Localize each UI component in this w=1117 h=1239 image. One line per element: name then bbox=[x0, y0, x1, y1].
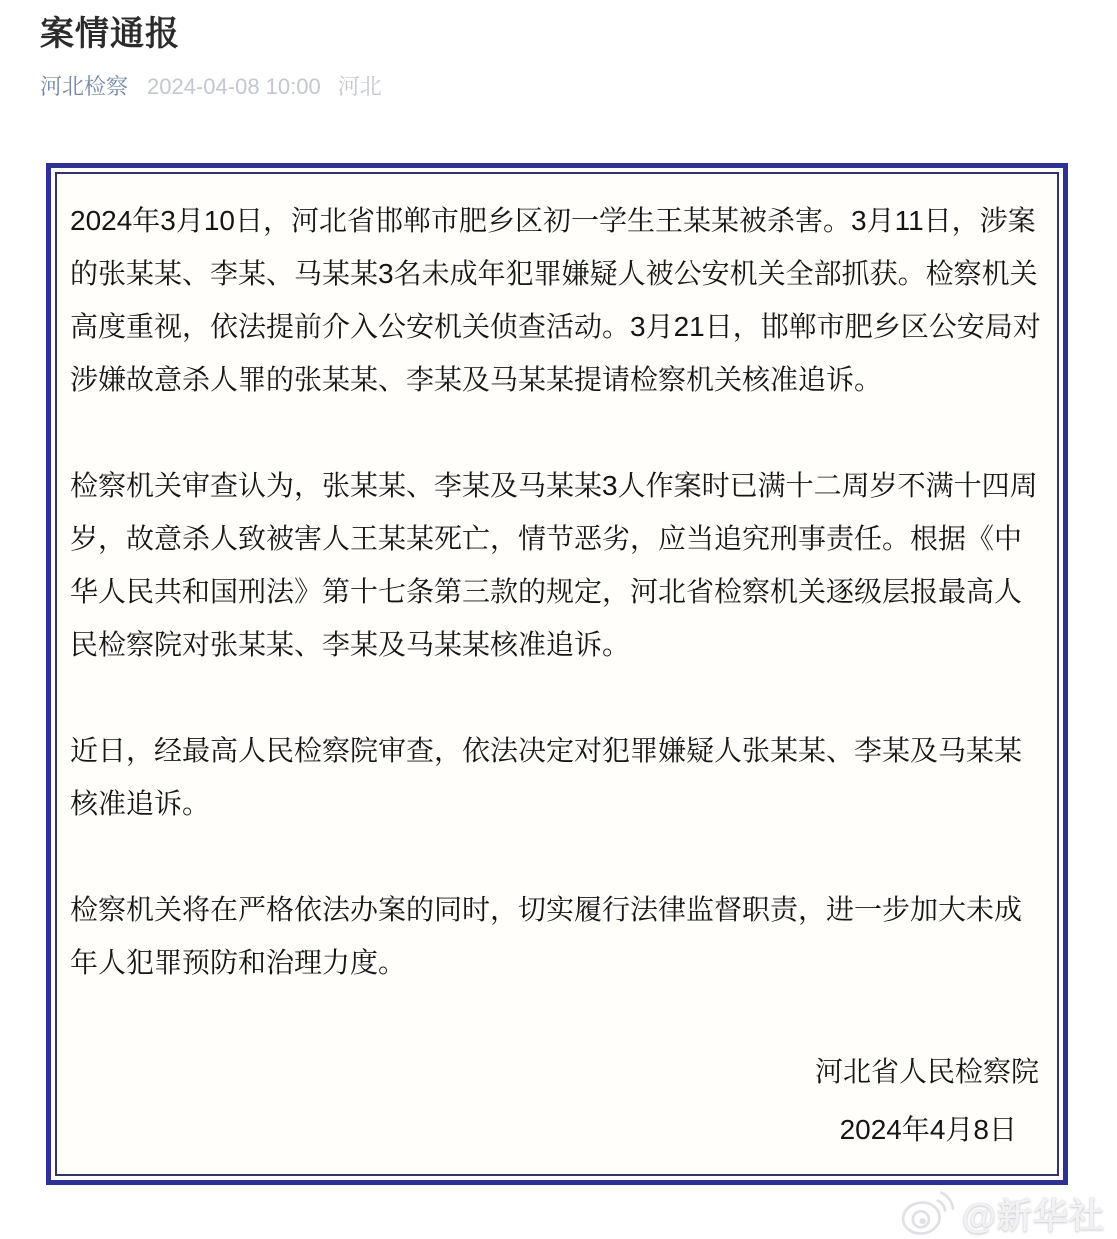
weibo-icon bbox=[899, 1190, 957, 1238]
post-meta bbox=[40, 74, 1077, 100]
notice-paragraph: 检察机关审查认为，张某某、李某及马某某3人作案时已满十二周岁不满十四周岁，故意杀人致被害人王某某死亡，情节恶劣，应当追究刑事责任。根据《中华人民共和国刑法》第十七条第三款的规定，河北省检察机关逐级层报最高人民检察院对张某某、李某及马某某核准追诉。 bbox=[70, 469, 1038, 660]
watermark-text: @新华社 bbox=[961, 1197, 1105, 1236]
notice-paragraph: 检察机关将在严格依法办案的同时，切实履行法律监督职责，进一步加大未成年人犯罪预防和治理力度。 bbox=[70, 893, 1023, 978]
notice-paragraph: 2024年3月10日，河北省邯郸市肥乡区初一学生王某某被杀害。3月11日，涉案的张某某、李某、马某某3名未成年犯罪嫌疑人被公安机关全部抓获。检察机关高度重视，依法提前介入公安机关侦查活动。3月21日，邯郸市肥乡区公安局对涉嫌故意杀人罪的张某某、李某及马某某提请检察机关核准追诉。 bbox=[70, 204, 1041, 395]
post-timestamp: 2024-04-08 10:00 bbox=[147, 74, 321, 100]
notice-paragraphs bbox=[70, 194, 1047, 989]
source-account-link[interactable]: 河北检察 bbox=[40, 74, 129, 100]
notice-box-inner bbox=[55, 172, 1059, 1176]
page-title: 案情通报 bbox=[40, 15, 180, 53]
notice-box bbox=[46, 163, 1068, 1185]
signature-name: 河北省人民检察院 bbox=[814, 1055, 1039, 1087]
post-location: 河北 bbox=[337, 74, 382, 100]
notice-paragraph: 近日，经最高人民检察院审查，依法决定对犯罪嫌疑人张某某、李某及马某某核准追诉。 bbox=[70, 734, 1023, 819]
signature-block bbox=[70, 1045, 1047, 1156]
watermark bbox=[899, 1189, 1105, 1239]
signature-date: 2024年4月8日 bbox=[839, 1113, 1017, 1145]
